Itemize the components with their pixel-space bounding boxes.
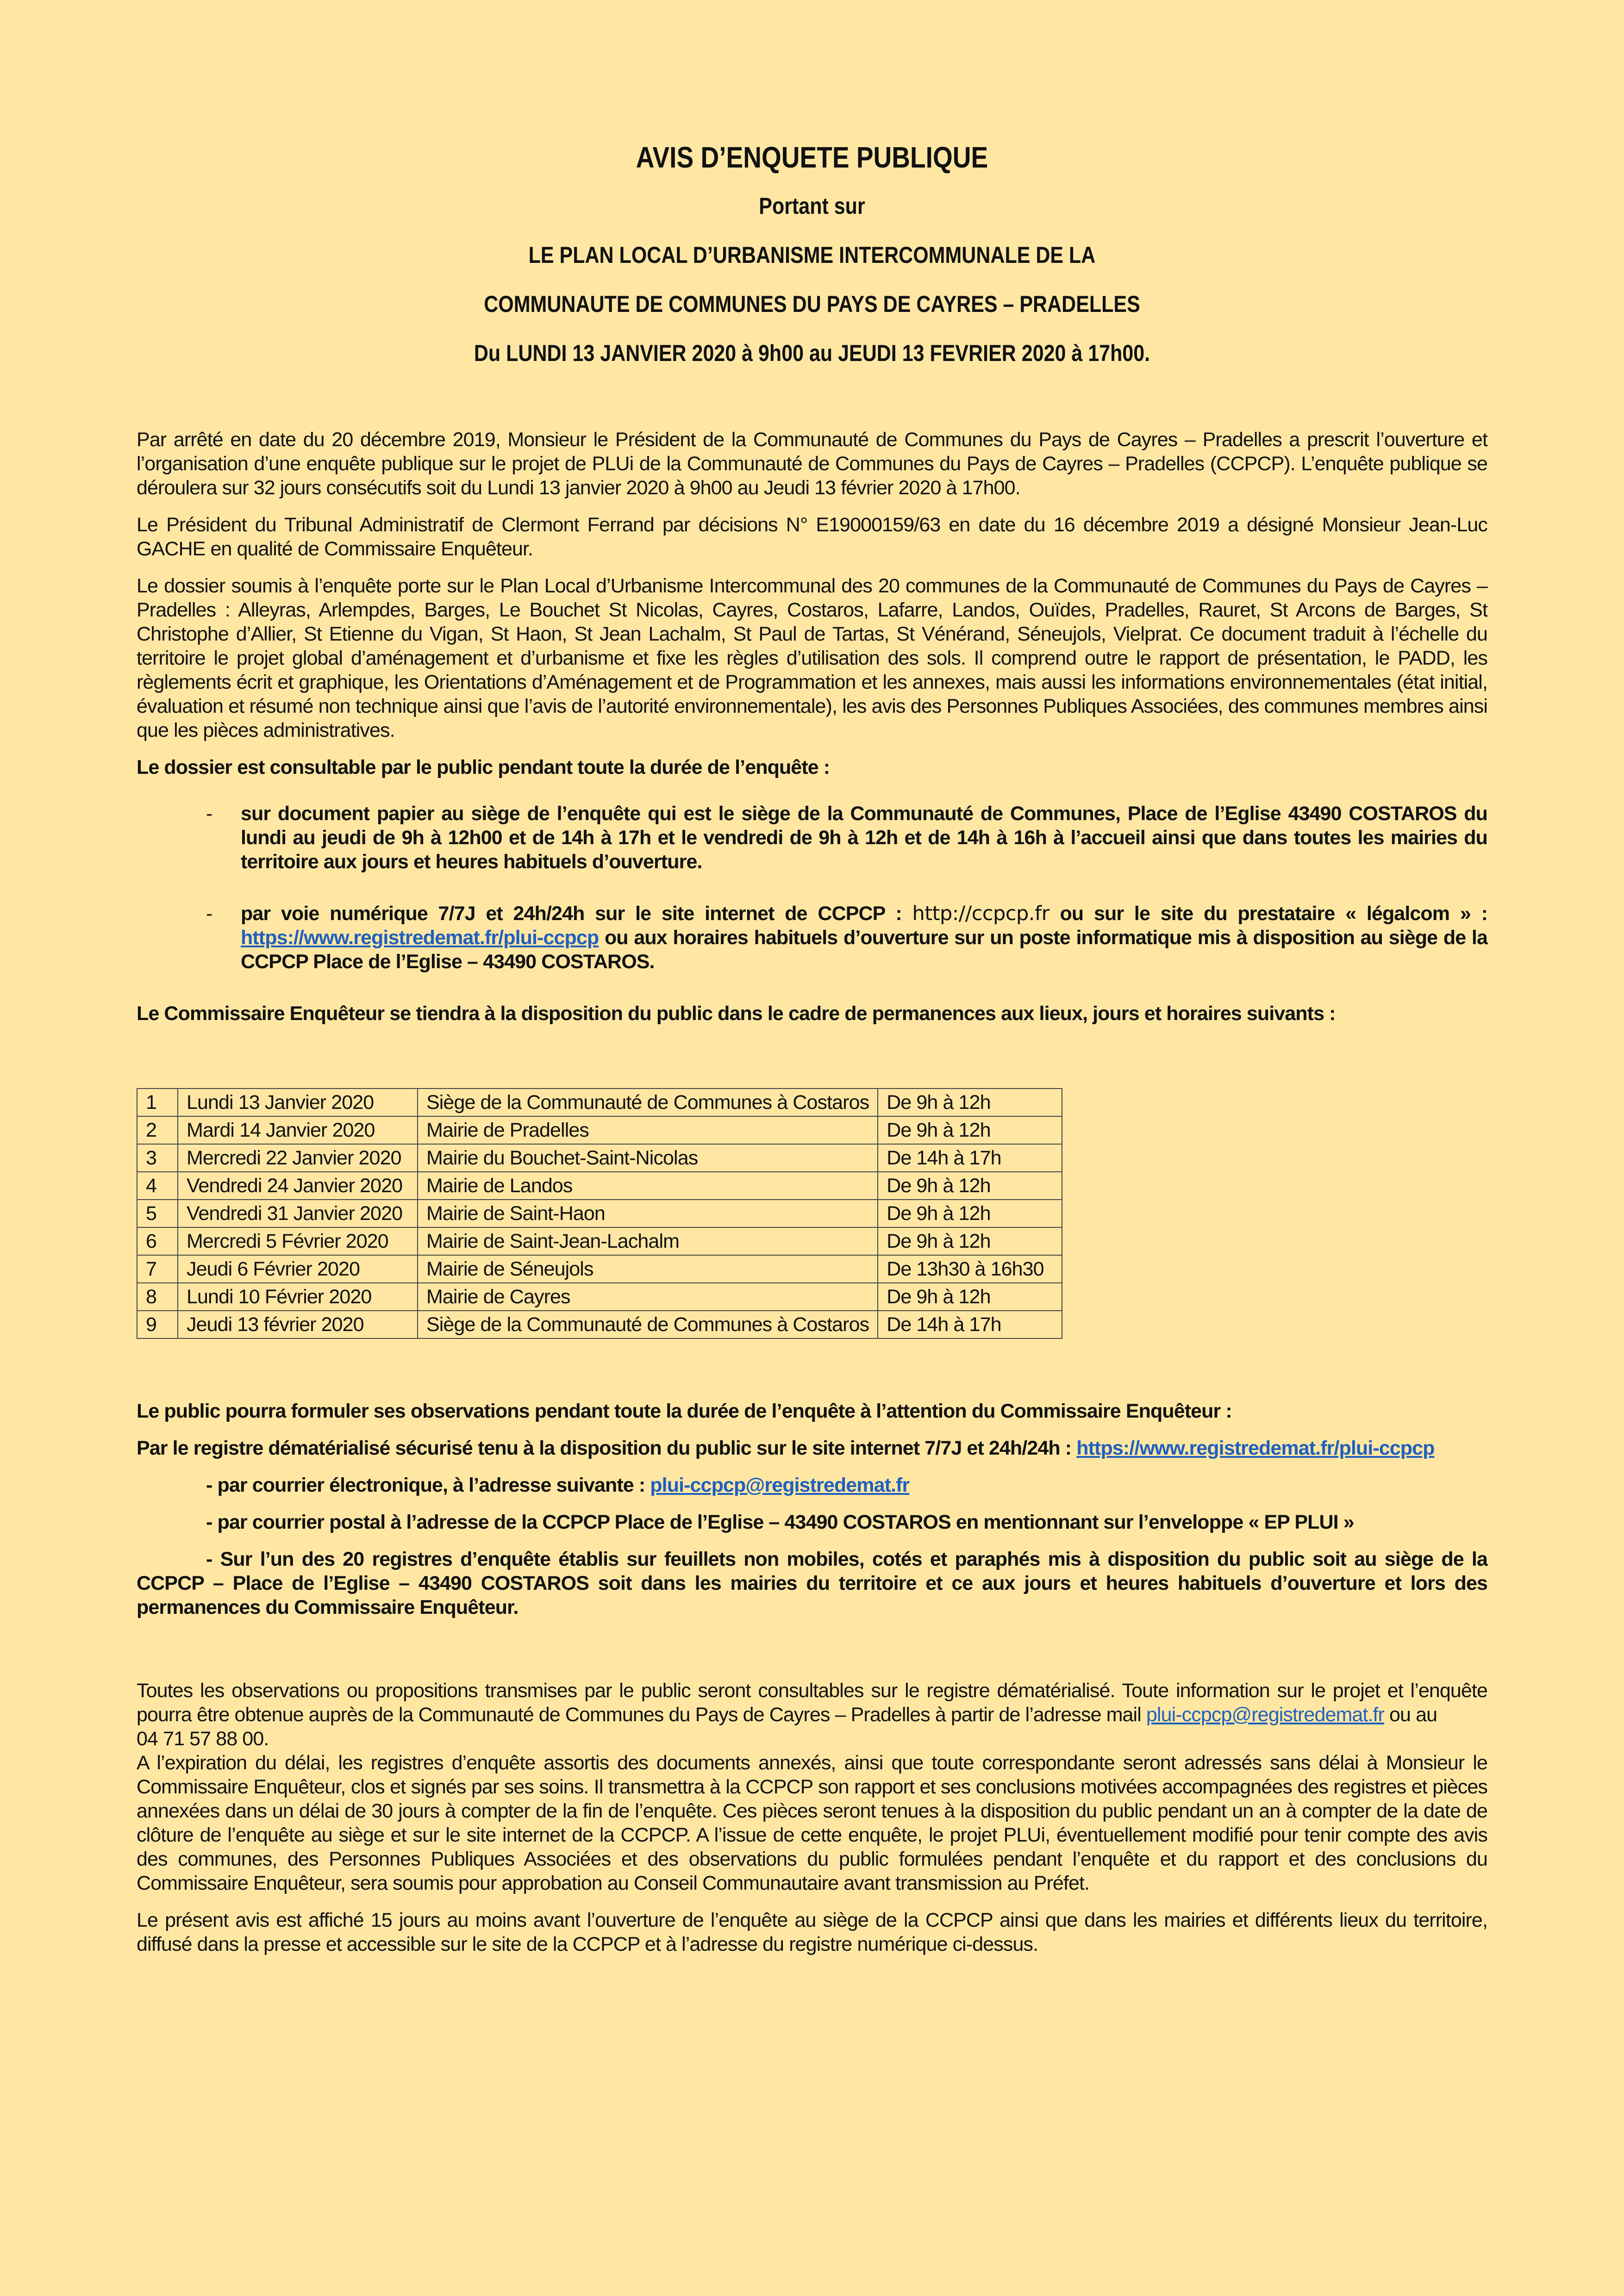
observations-registres-papier: - Sur l’un des 20 registres d’enquête établis sur feuillets non mobiles, cotés et paraphés mis à disposition du public soit au siège de la CCPCP – Place de l’Eglise – 43490 COSTAROS soit dans les mairies du territoire et ce aux jours et heures habituels d’ouverture et lors des permanences du Commissaire Enquêteur.: [137, 1548, 1487, 1618]
final-info-text-b: ou au: [1389, 1704, 1437, 1726]
row-number: 9: [137, 1311, 178, 1338]
row-date: Lundi 10 Février 2020: [178, 1283, 418, 1311]
row-number: 5: [137, 1200, 178, 1227]
consultation-item-digital: [241, 902, 1487, 974]
row-number: 2: [137, 1116, 178, 1144]
final-paragraph-affichage: Le présent avis est affiché 15 jours au moins avant l’ouverture de l’enquête au siège de la CCPCP ainsi que dans les mairies et différents lieux du territoire, diffusé dans la presse et accessible sur le site de la CCPCP et à l’adresse du registre numérique ci-dessus.: [137, 1909, 1487, 1955]
row-date: Mercredi 5 Février 2020: [178, 1227, 418, 1255]
row-date: Jeudi 13 février 2020: [178, 1311, 418, 1338]
row-hours: De 14h à 17h: [878, 1311, 1062, 1338]
consultation-digital-text-b: ou sur le site du prestataire « légalcom » :: [1060, 902, 1487, 925]
observations-registre: [137, 1436, 1487, 1460]
notice-body: [137, 428, 1487, 1956]
consultation-digital-text-a: par voie numérique 7/7J et 24h/24h sur le site internet de CCPCP :: [241, 902, 902, 925]
row-hours: De 9h à 12h: [878, 1089, 1062, 1116]
row-date: Vendredi 31 Janvier 2020: [178, 1200, 418, 1227]
table-row: [137, 1311, 1062, 1338]
row-date: Mercredi 22 Janvier 2020: [178, 1144, 418, 1172]
observations-mail: [137, 1473, 1487, 1497]
row-hours: De 9h à 12h: [878, 1116, 1062, 1144]
table-row: [137, 1200, 1062, 1227]
notice-subtitle-2: LE PLAN LOCAL D’URBANISME INTERCOMMUNALE DE LA: [528, 242, 1096, 268]
row-date: Mardi 14 Janvier 2020: [178, 1116, 418, 1144]
notice-subtitle-1: Portant sur: [759, 193, 865, 219]
final-paragraph-info: [137, 1679, 1487, 1751]
table-row: [137, 1283, 1062, 1311]
paragraph-dossier: Le dossier soumis à l’enquête porte sur le Plan Local d’Urbanisme Intercommunal des 20 communes de la Communauté de Communes du Pays de Cayres – Pradelles : Alleyras, Arlempdes, Barges, Le Bouchet St Nicolas, Cayres, Costaros, Lafarre, Landos, Ouïdes, Pradelles, Rauret, St Arcons de Barges, St Christophe d’Allier, St Etienne du Vigan, St Haon, St Jean Lachalm, St Paul de Tartas, St Vénérand, Séneujols, Vielprat. Ce document traduit à l’échelle du territoire le projet global d’aménagement et d’urbanisme et fixe les règles d’utilisation des sols. Il comprend outre le rapport de présentation, le PADD, les règlements écrit et graphique, les Orientations d’Aménagement et de Programmation et les annexes, mais aussi les informations environnementales (état initial, évaluation et résumé non technique ainsi que l’avis de l’autorité environnementale), les avis des Personnes Publiques Associées, des communes membres ainsi que les pièces administratives.: [137, 575, 1487, 741]
notice-dates: Du LUNDI 13 JANVIER 2020 à 9h00 au JEUDI 13 FEVRIER 2020 à 17h00.: [474, 340, 1150, 366]
consultation-digital-text-c: ou aux horaires habituels d’ouverture sur un poste informatique mis à disposition au siège de la CCPCP Place de l’Eglise – 43490 COSTAROS.: [241, 927, 1487, 973]
notice-title: AVIS D’ENQUETE PUBLIQUE: [636, 141, 988, 174]
row-hours: De 9h à 12h: [878, 1283, 1062, 1311]
row-number: 1: [137, 1089, 178, 1116]
row-place: Mairie de Saint-Haon: [418, 1200, 878, 1227]
notice-header: [137, 139, 1487, 367]
row-hours: De 9h à 12h: [878, 1172, 1062, 1200]
consultation-item-paper: [241, 802, 1487, 874]
observations-registre-link[interactable]: https://www.registredemat.fr/plui-ccpcp: [1076, 1437, 1435, 1459]
row-place: Siège de la Communauté de Communes à Costaros: [418, 1089, 878, 1116]
final-info-phone: 04 71 57 88 00.: [137, 1728, 269, 1750]
row-number: 6: [137, 1227, 178, 1255]
observations-mail-link[interactable]: plui-ccpcp@registredemat.fr: [650, 1474, 910, 1496]
table-row: [137, 1116, 1062, 1144]
table-row: [137, 1144, 1062, 1172]
row-place: Mairie de Séneujols: [418, 1255, 878, 1283]
row-date: Vendredi 24 Janvier 2020: [178, 1172, 418, 1200]
observations-postal: - par courrier postal à l’adresse de la CCPCP Place de l’Eglise – 43490 COSTAROS en mentionnant sur l’enveloppe « EP PLUI »: [206, 1511, 1354, 1533]
row-hours: De 9h à 12h: [878, 1200, 1062, 1227]
observations-mail-text: - par courrier électronique, à l’adresse suivante :: [206, 1474, 645, 1496]
observations-registre-text: Par le registre dématérialisé sécurisé tenu à la disposition du public sur le site internet 7/7J et 24h/24h :: [137, 1437, 1072, 1459]
row-place: Mairie de Saint-Jean-Lachalm: [418, 1227, 878, 1255]
row-place: Siège de la Communauté de Communes à Costaros: [418, 1311, 878, 1338]
consultation-list: [137, 802, 1487, 974]
paragraph-arrete: Par arrêté en date du 20 décembre 2019, Monsieur le Président de la Communauté de Communes du Pays de Cayres – Pradelles a prescrit l’ouverture et l’organisation d’une enquête publique sur le projet de PLUi de la Communauté de Communes du Pays de Cayres – Pradelles (CCPCP). L’enquête publique se déroulera sur 32 jours consécutifs soit du Lundi 13 janvier 2020 à 9h00 au Jeudi 13 février 2020 à 17h00.: [137, 429, 1487, 499]
row-number: 8: [137, 1283, 178, 1311]
row-place: Mairie du Bouchet-Saint-Nicolas: [418, 1144, 878, 1172]
row-hours: De 14h à 17h: [878, 1144, 1062, 1172]
consultation-item-paper-text: sur document papier au siège de l’enquête qui est le siège de la Communauté de Communes, Place de l’Eglise 43490 COSTAROS du lundi au jeudi de 9h à 12h00 et de 14h à 17h et le vendredi de 9h à 12h et de 14h à 16h à l’accueil ainsi que dans toutes les mairies du territoire aux jours et heures habituels d’ouverture.: [241, 803, 1487, 873]
row-hours: De 13h30 à 16h30: [878, 1255, 1062, 1283]
notice-subtitle-3: COMMUNAUTE DE COMMUNES DU PAYS DE CAYRES – PRADELLES: [484, 291, 1140, 317]
ccpcp-site-link[interactable]: http://ccpcp.fr: [912, 902, 1049, 925]
table-row: [137, 1089, 1062, 1116]
paragraph-commissaire: Le Président du Tribunal Administratif de Clermont Ferrand par décisions N° E19000159/63 en date du 16 décembre 2019 a désigné Monsieur Jean-Luc GACHE en qualité de Commissaire Enquêteur.: [137, 514, 1487, 560]
final-info-mail-link[interactable]: plui-ccpcp@registredemat.fr: [1146, 1704, 1384, 1726]
final-paragraph-expiration: A l’expiration du délai, les registres d’enquête assortis des documents annexés, ainsi que toute correspondante seront adressés sans délai à Monsieur le Commissaire Enquêteur, clos et signés par ses soins. Il transmettra à la CCPCP son rapport et ses conclusions motivées accompagnées des registres et pièces annexées dans un délai de 30 jours à compter de la fin de l’enquête. Ces pièces seront tenues à la disposition du public pendant un an à compter de la date de clôture de l’enquête au siège et sur le site internet de la CCPCP. A l’issue de cette enquête, le projet PLUi, éventuellement modifié pour tenir compte des avis des communes, des Personnes Publiques Associées et des observations du public formulées pendant l’enquête et du rapport et des conclusions du Commissaire Enquêteur, sera soumis pour approbation au Conseil Communautaire avant transmission au Préfet.: [137, 1752, 1487, 1894]
row-hours: De 9h à 12h: [878, 1227, 1062, 1255]
row-place: Mairie de Cayres: [418, 1283, 878, 1311]
row-number: 3: [137, 1144, 178, 1172]
final-info-text-a: Toutes les observations ou propositions transmises par le public seront consultables sur le registre dématérialisé. Toute information sur le projet et l’enquête pourra être obtenue auprès de la Communauté de Communes du Pays de Cayres – Pradelles à partir de l’adresse mail: [137, 1680, 1487, 1726]
row-place: Mairie de Landos: [418, 1172, 878, 1200]
spacer: [137, 1632, 1487, 1679]
table-row: [137, 1255, 1062, 1283]
row-number: 7: [137, 1255, 178, 1283]
row-place: Mairie de Pradelles: [418, 1116, 878, 1144]
permanence-table: [137, 1088, 1062, 1339]
table-row: [137, 1227, 1062, 1255]
registre-link[interactable]: https://www.registredemat.fr/plui-ccpcp: [241, 927, 599, 949]
consultation-intro: Le dossier est consultable par le public pendant toute la durée de l’enquête :: [137, 756, 830, 778]
row-date: Jeudi 6 Février 2020: [178, 1255, 418, 1283]
row-number: 4: [137, 1172, 178, 1200]
table-row: [137, 1172, 1062, 1200]
permanence-intro: Le Commissaire Enquêteur se tiendra à la disposition du public dans le cadre de permanences aux lieux, jours et horaires suivants :: [137, 1002, 1336, 1025]
row-date: Lundi 13 Janvier 2020: [178, 1089, 418, 1116]
observations-intro: Le public pourra formuler ses observations pendant toute la durée de l’enquête à l’attention du Commissaire Enquêteur :: [137, 1400, 1232, 1422]
